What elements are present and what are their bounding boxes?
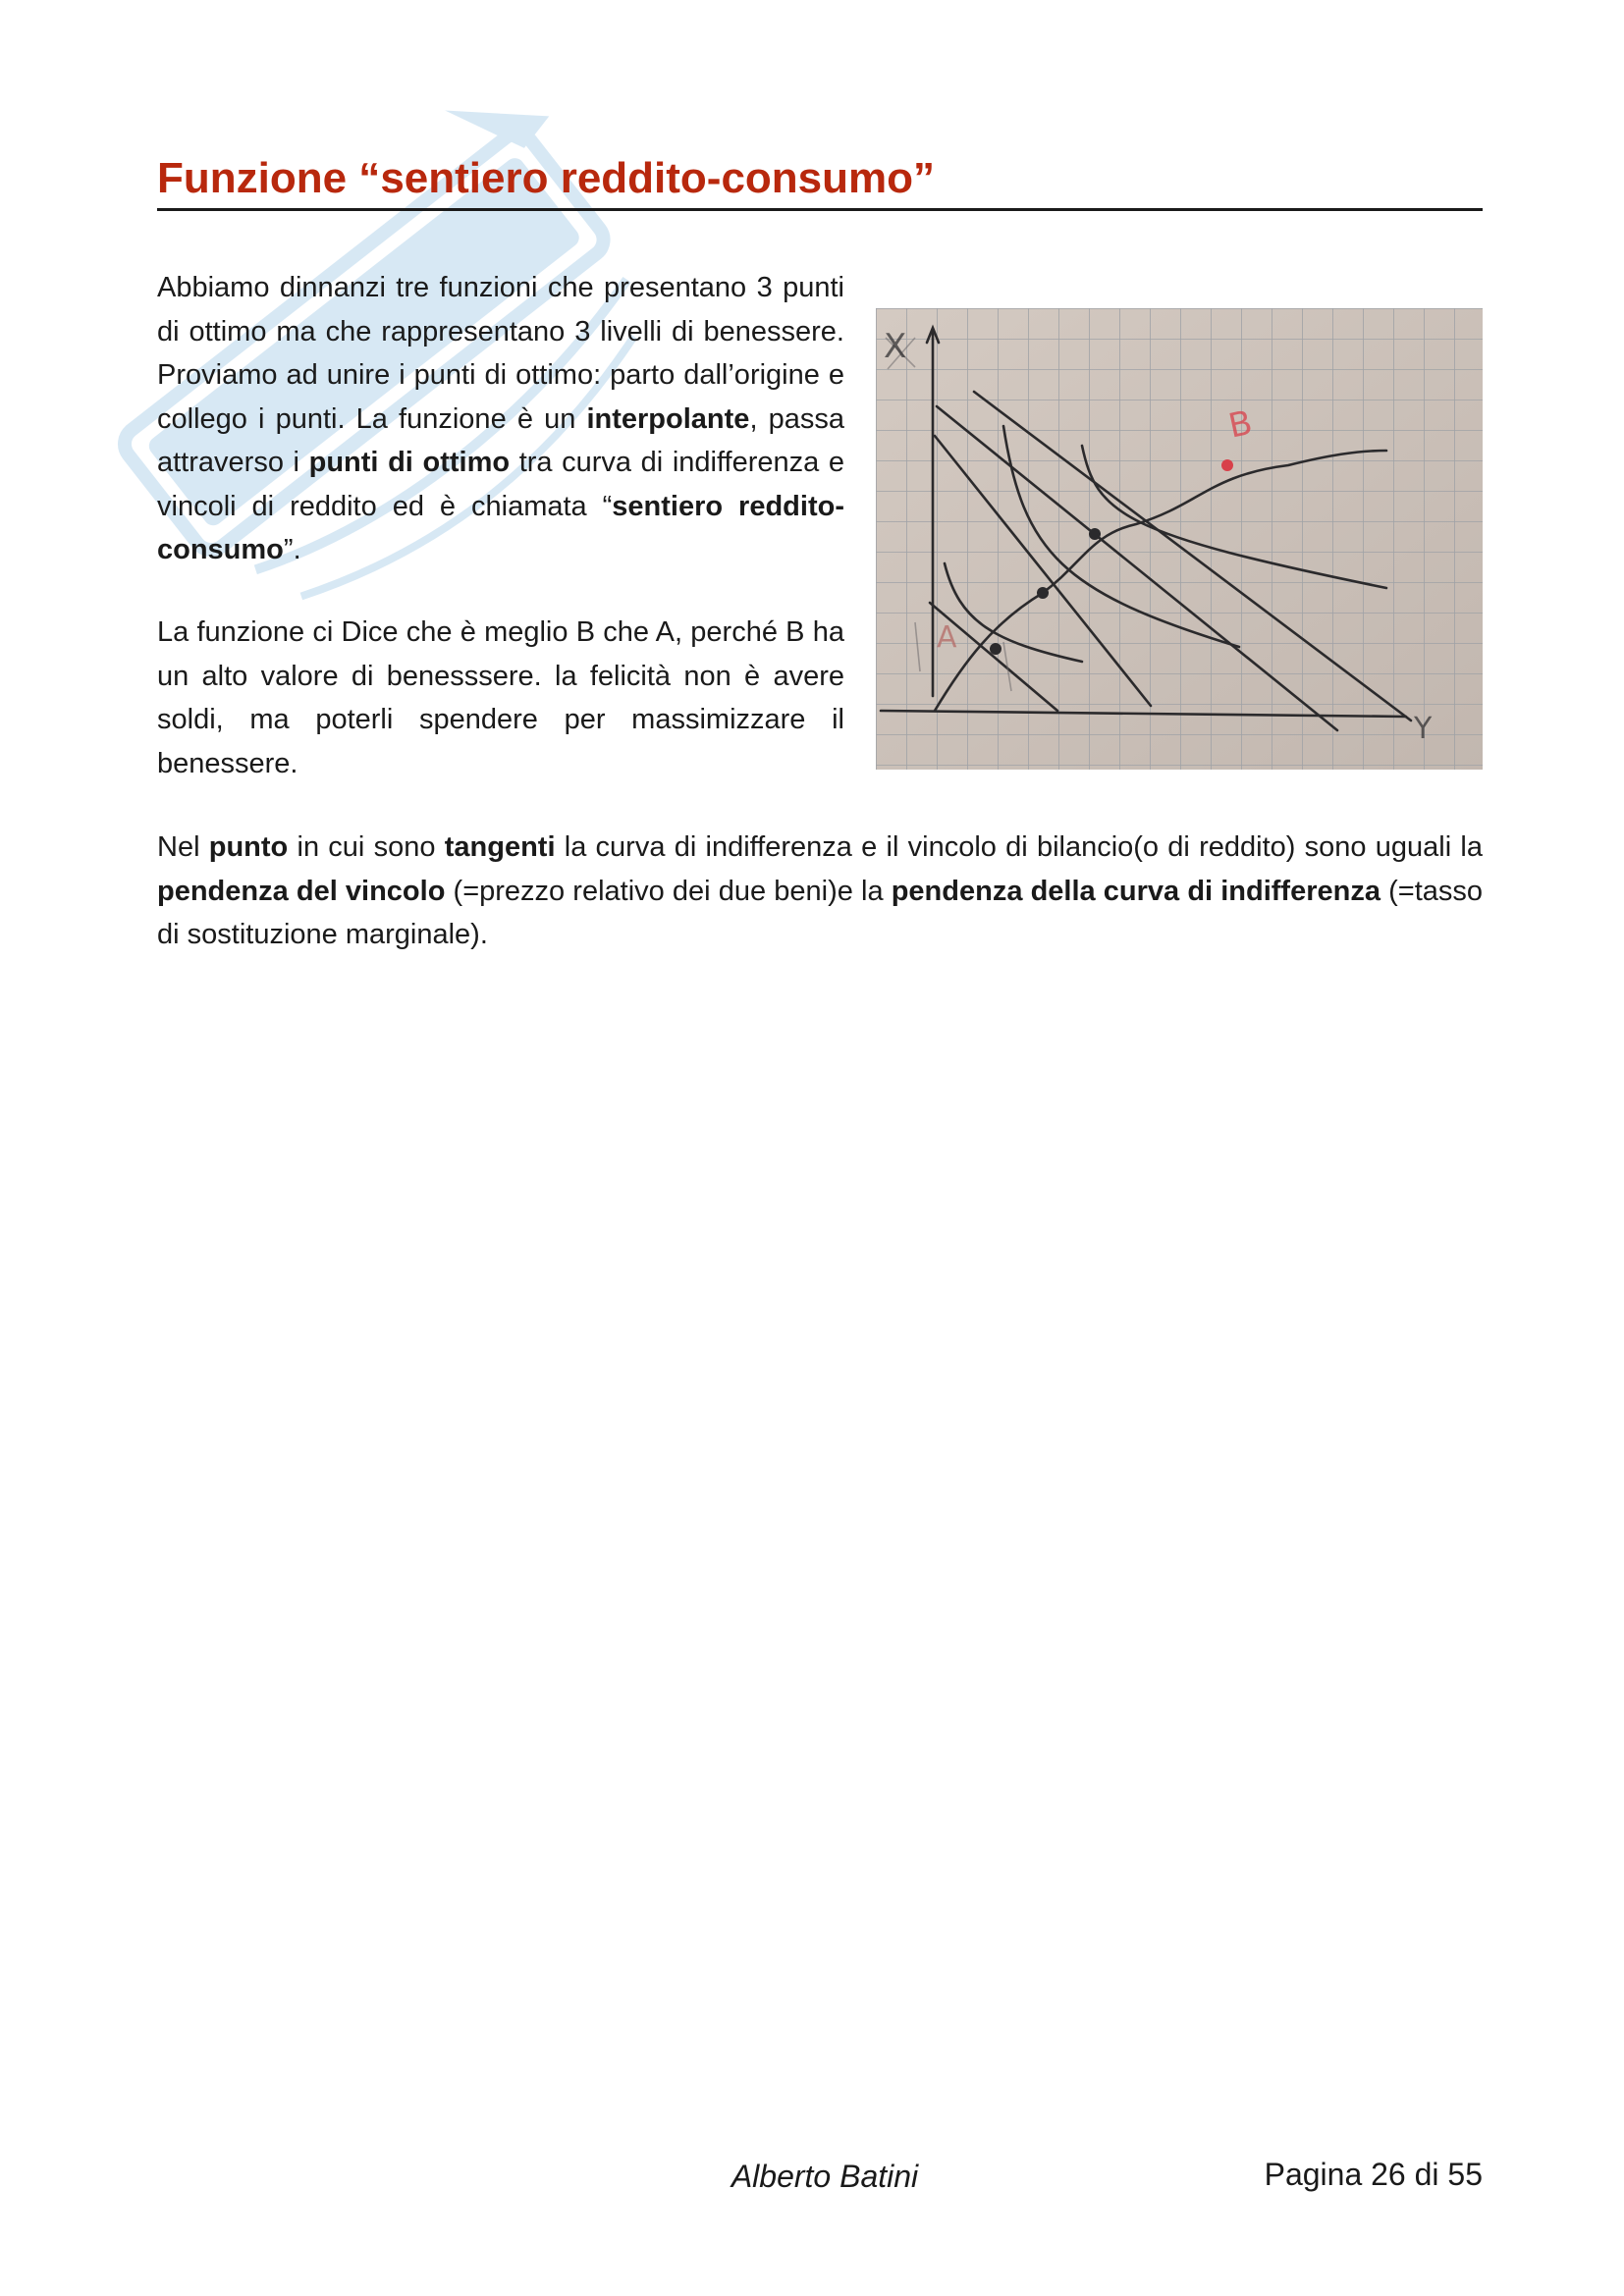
label-a: A: [937, 620, 957, 655]
paragraph-tangency: Nel punto in cui sono tangenti la curva di indifferenza e il vincolo di bilancio(o di reddito) sono uguali la pendenza del vincolo (=prezzo relativo dei due beni)e la pendenza della curva di indifferenza (=tasso di sostituzione marginale).: [157, 831, 1484, 950]
label-b: B: [1224, 402, 1256, 447]
footer-page-number: Pagina 26 di 55: [1264, 2157, 1483, 2192]
paragraph-intro: Abbiamo dinnanzi tre funzioni che presentano 3 punti di ottimo ma che rappresentano 3 livelli di benessere. Proviamo ad unire i punti di ottimo: parto dall’origine e collego i punti. La funzione è un interpolante, passa attraverso i punti di ottimo tra curva di indifferenza e vincoli di reddito ed è chiamata “sentiero reddito-consumo”.: [157, 272, 845, 565]
optimum-point-b: [1221, 459, 1233, 471]
income-consumption-path-figure: [876, 308, 1483, 770]
section-title: Funzione “sentiero reddito-consumo”: [157, 154, 936, 202]
optimum-point-upper: [1089, 528, 1101, 540]
footer-author: Alberto Batini: [731, 2159, 919, 2194]
label-y-axis: Y: [1414, 712, 1433, 746]
optimum-point-a: [990, 643, 1001, 655]
paragraph-interpretation: La funzione ci Dice che è meglio B che A, perché B ha un alto valore di benesssere. la felicità non è avere soldi, ma poterli spendere per massimizzare il benessere.: [157, 616, 844, 779]
label-x-axis: X: [884, 327, 907, 366]
optimum-point-mid: [1037, 587, 1049, 599]
title-underline: [157, 208, 1483, 211]
